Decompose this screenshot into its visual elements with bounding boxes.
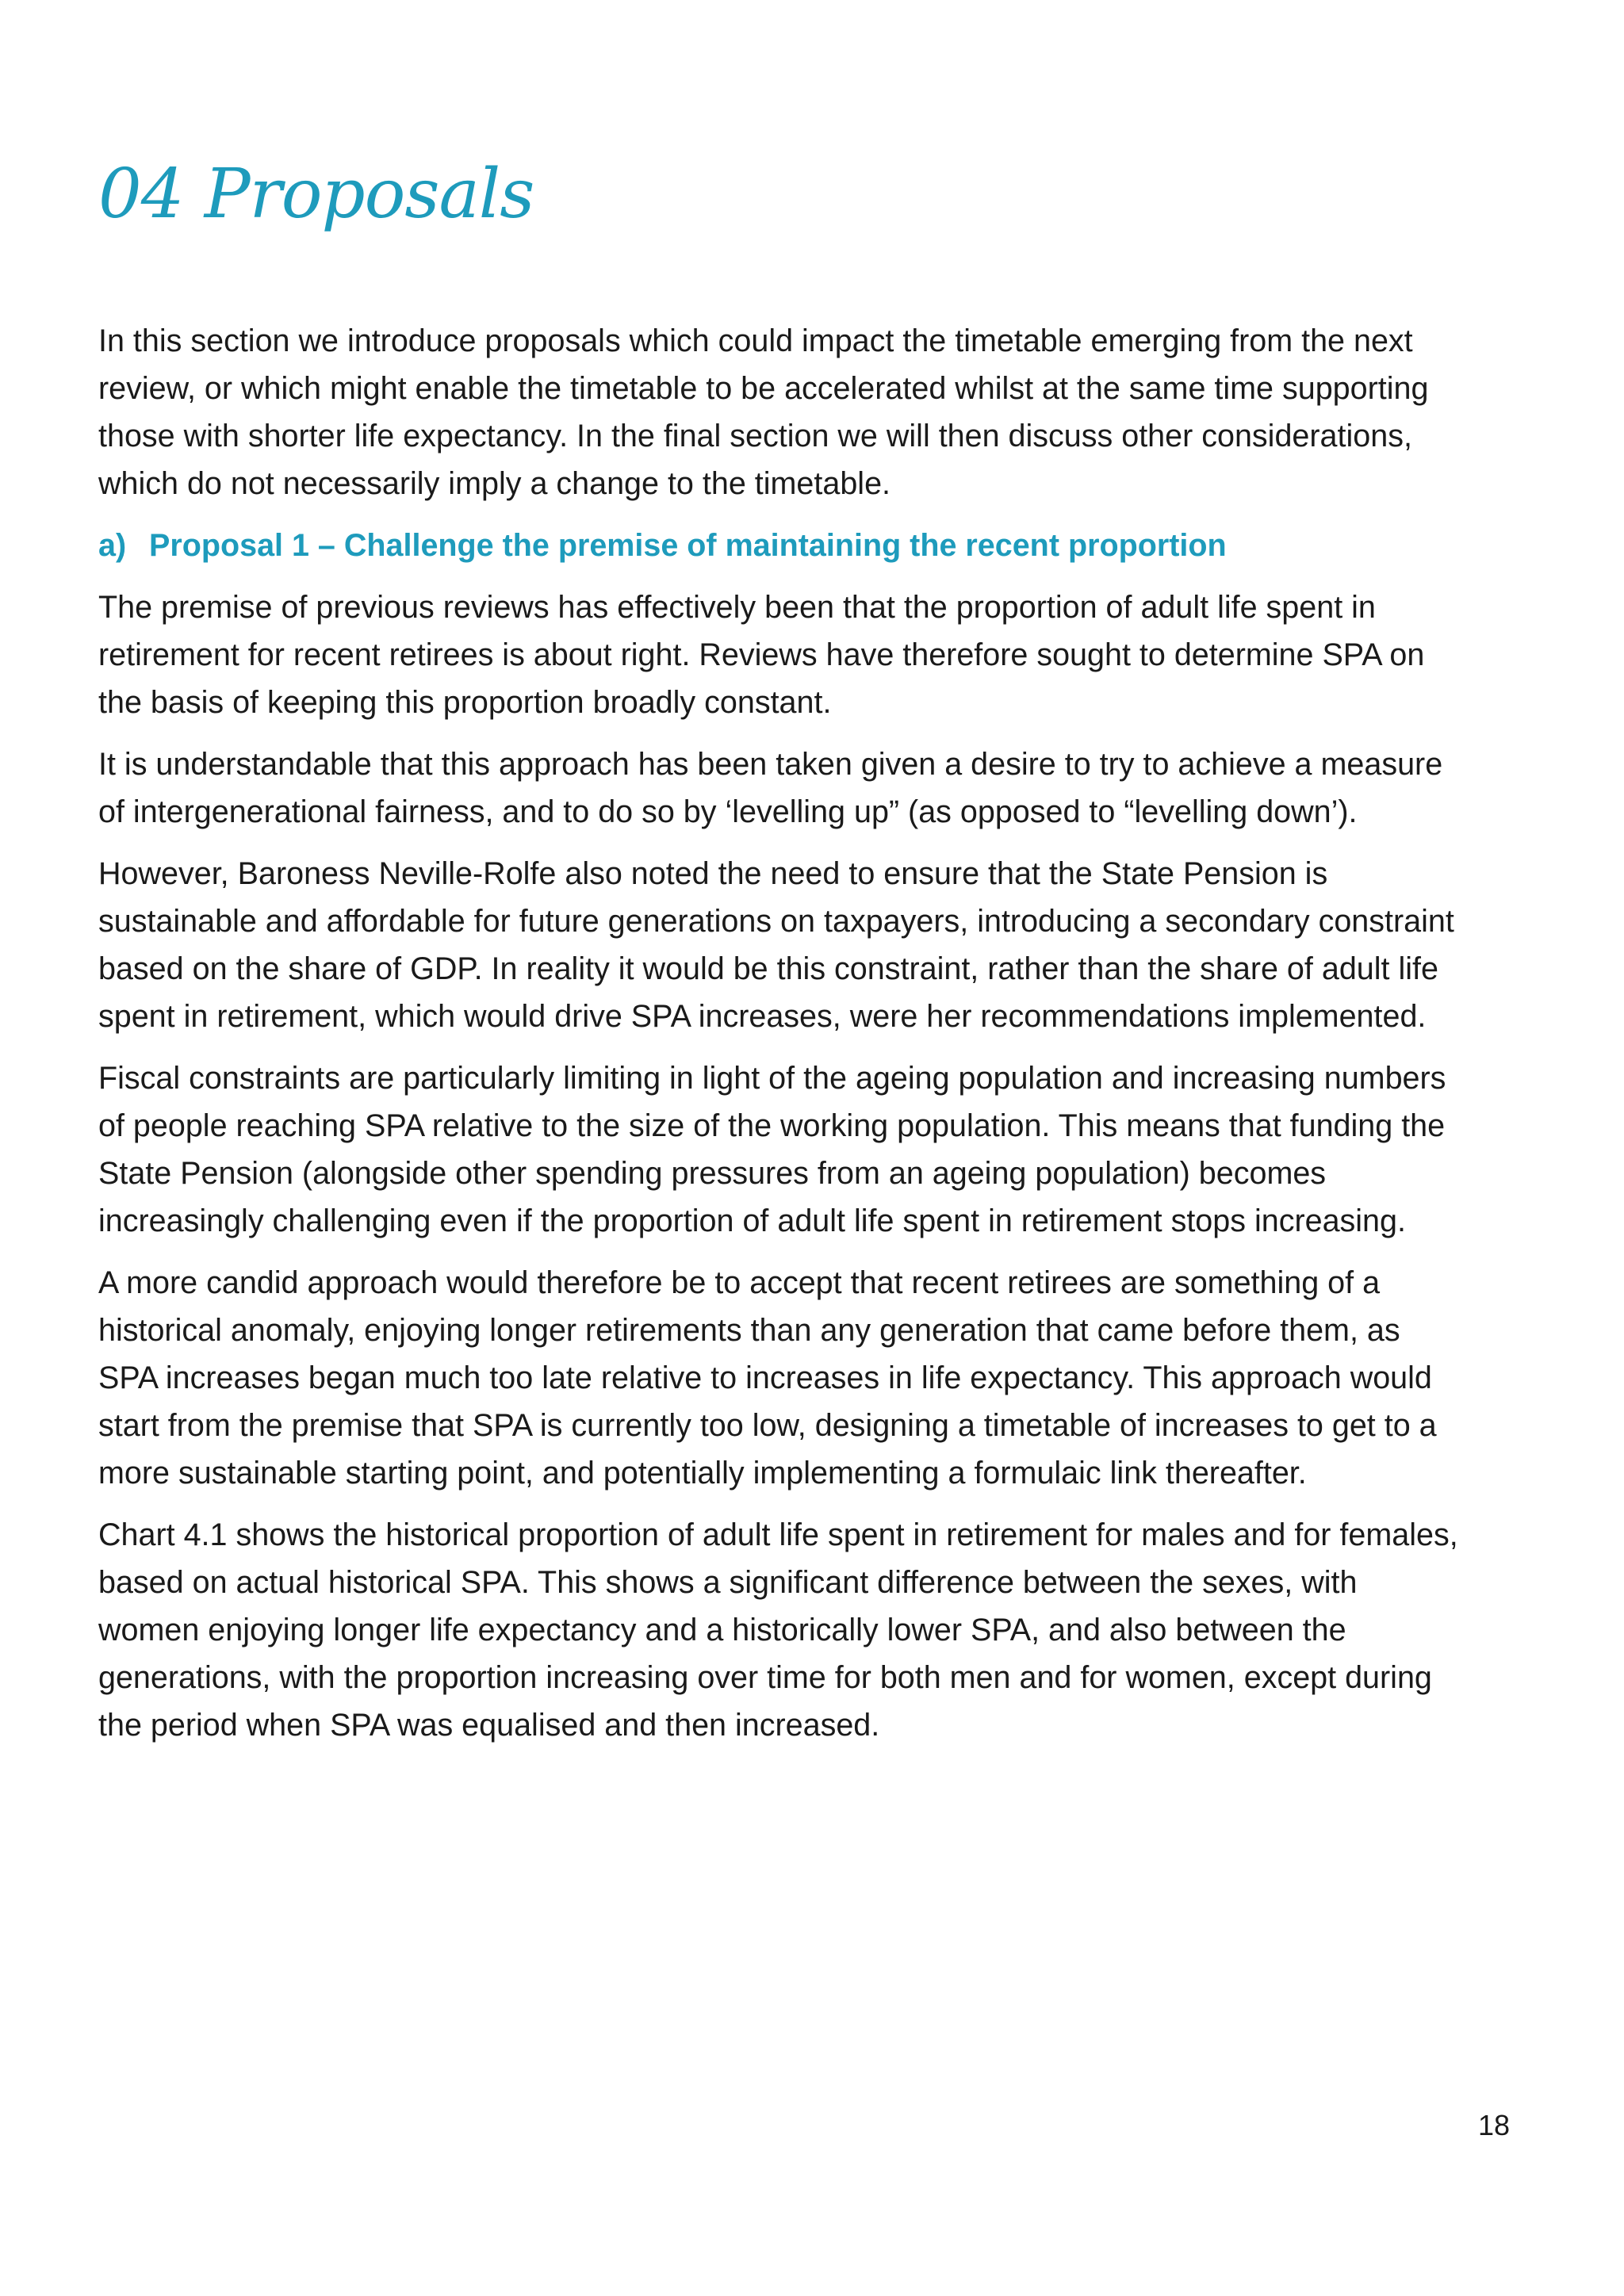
section-marker: a) (98, 528, 127, 563)
document-body (98, 317, 1462, 1763)
paragraph-fairness: It is understandable that this approach has been taken given a desire to try to achieve a measure of intergenerational fairness, and to do so by ‘levelling up” (as opposed to “levelling down’). (98, 747, 1443, 829)
page-title: 04 Proposals (98, 155, 534, 234)
paragraph-chart-reference: Chart 4.1 shows the historical proportion of adult life spent in retirement for males and for females, based on actual historical SPA. This shows a significant difference between the sexes, with women enjoying longer life expectancy and a historically lower SPA, and also between the generations, with the proportion increasing over time for both men and for women, except during the period when SPA was equalised and then increased. (98, 1517, 1458, 1743)
section-heading-text: Proposal 1 – Challenge the premise of maintaining the recent proportion (149, 528, 1227, 563)
paragraph-gdp-constraint: However, Baroness Neville-Rolfe also noted the need to ensure that the State Pension is sustainable and affordable for future generations on taxpayers, introducing a secondary constraint based on the share of GDP. In reality it would be this constraint, rather than the share of adult life spent in retirement, which would drive SPA increases, were her recommendations implemented. (98, 856, 1454, 1034)
paragraph-premise: The premise of previous reviews has effectively been that the proportion of adult life spent in retirement for recent retirees is about right. Reviews have therefore sought to determine SPA on the basis of keeping this proportion broadly constant. (98, 590, 1425, 720)
section-heading-proposal-1 (98, 522, 1462, 569)
intro-paragraph: In this section we introduce proposals which could impact the timetable emerging from the next review, or which might enable the timetable to be accelerated whilst at the same time supporting those with shorter life expectancy. In the final section we will then discuss other considerations, which do not necessarily imply a change to the timetable. (98, 323, 1429, 501)
paragraph-fiscal-constraints: Fiscal constraints are particularly limiting in light of the ageing population and increasing numbers of people reaching SPA relative to the size of the working population. This means that funding the State Pension (alongside other spending pressures from an ageing population) becomes increasingly challenging even if the proportion of adult life spent in retirement stops increasing. (98, 1061, 1446, 1238)
paragraph-candid-approach: A more candid approach would therefore be to accept that recent retirees are something of a historical anomaly, enjoying longer retirements than any generation that came before them, as SPA increases began much too late relative to increases in life expectancy. This approach would start from the premise that SPA is currently too low, designing a timetable of increases to get to a more sustainable starting point, and potentially implementing a formulaic link thereafter. (98, 1265, 1437, 1490)
page-number: 18 (1477, 2109, 1510, 2141)
